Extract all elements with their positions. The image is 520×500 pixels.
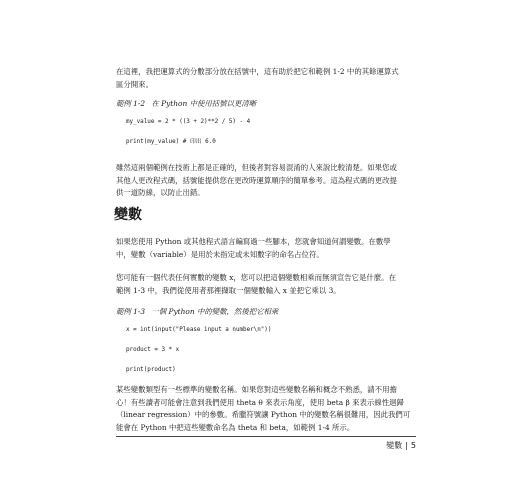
example-1-3-number: 範例 1-3: [116, 307, 146, 316]
parens-line-2: 其他人更改程式碼，括號能提供您在更改時運算順序的簡單參考。這為程式碼的更改提: [116, 175, 397, 185]
variables-paragraph-3: [116, 384, 416, 434]
footer-section-name: 變數: [386, 441, 403, 450]
variables-p3-line-4: 能會在 Python 中把這些變數命名為 theta 和 beta，如範例 1-4 所示。: [116, 422, 355, 432]
example-1-2-caption: [116, 98, 416, 110]
example-1-3-caption: [116, 306, 416, 318]
example-1-2-code-line-1: my_value = 2 * ((3 + 2)**2 / 5) - 4: [126, 119, 251, 125]
variables-p2-line-1: 您可能有一個代表任何實數的變數 x，您可以把這個變數相乘而無須宣告它是什麼。在: [116, 273, 396, 282]
example-1-3-title: 一個 Python 中的變數，然後把它相乘: [151, 307, 279, 316]
footer-divider: [116, 436, 416, 437]
example-1-3-code-line-3: print(product): [126, 367, 176, 373]
variables-p3-line-3: （linear regression）中的參數。希臘符號讓 Python 中的變數名稱很難用，因此我們可: [116, 410, 411, 420]
variables-paragraph-2: [116, 272, 416, 297]
example-1-2-title: 在 Python 中使用括號以更清晰: [151, 99, 257, 108]
example-1-2-code-line-2: print(my_value) # 印出 6.0: [126, 139, 216, 145]
parens-line-3: 供一道防線，以防止出錯。: [116, 188, 205, 198]
parens-line-1: 雖然這兩個範例在技術上都是正確的，但後者對容易混淆的人來說比較清楚。如果您或: [116, 163, 397, 172]
page-number: 5: [410, 441, 416, 450]
variables-p1-line-1: 如果您使用 Python 或其他程式語言編寫過一些腳本，您就會知道何謂變數。在數學: [116, 237, 391, 246]
section-heading-variables: 變數: [114, 207, 142, 223]
variables-p3-line-2: 心！有些讀者可能會注意到我們使用 theta θ 來表示角度，使用 beta β 來表示線性迴歸: [116, 397, 404, 407]
variables-paragraph-1: [116, 236, 416, 261]
example-1-2-number: 範例 1-2: [116, 99, 146, 108]
variables-p1-line-2: 中，變數（variable）是用於未指定或未知數字的命名占位符。: [116, 249, 324, 259]
page-footer: [386, 440, 416, 452]
intro-line-1: 在這裡，我把運算式的分數部分放在括號中，這有助於把它和範例 1-2 中的其餘運算式: [116, 67, 399, 76]
example-1-3-code-line-1: x = int(input("Please input a number\n")): [126, 327, 272, 333]
parens-paragraph: [116, 162, 416, 200]
intro-paragraph: [116, 66, 416, 91]
intro-line-2: 區分開來。: [116, 79, 153, 89]
variables-p3-line-1: 某些變數類型有一些標準的變數名稱。如果您對這些變數名稱和概念不熟悉，請不用擔: [116, 385, 397, 394]
variables-p2-line-2: 範例 1-3 中，我們從使用者那裡擷取一個變數輸入 x 並把它乘以 3。: [116, 285, 341, 295]
footer-separator: |: [405, 441, 408, 450]
example-1-3-code-line-2: product = 3 * x: [126, 347, 180, 353]
